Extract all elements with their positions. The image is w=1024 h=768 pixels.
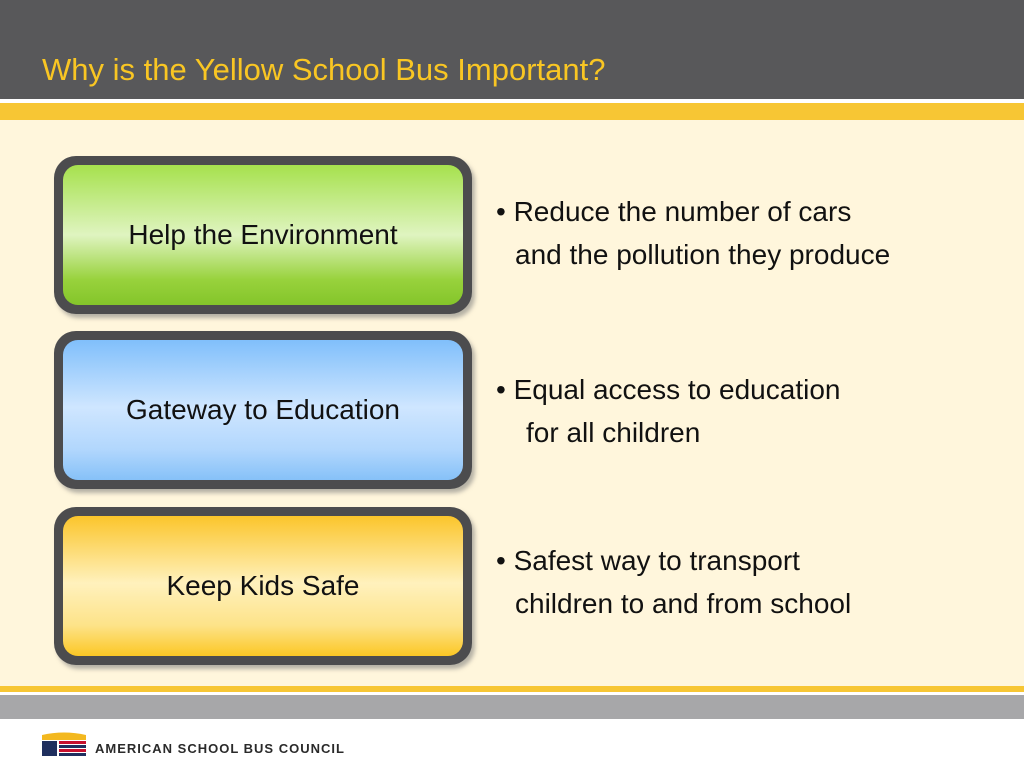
environment-bullet xyxy=(496,190,890,276)
environment-box xyxy=(54,156,472,314)
environment-bullet-line-1: • Reduce the number of cars xyxy=(496,196,852,227)
safety-bullet xyxy=(496,539,851,625)
education-bullet-line-2: for all children xyxy=(526,417,701,448)
organization-name: AMERICAN SCHOOL BUS COUNCIL xyxy=(95,741,345,756)
safety-box xyxy=(54,507,472,665)
education-box xyxy=(54,331,472,489)
education-bullet xyxy=(496,368,840,454)
education-label: Gateway to Education xyxy=(126,394,400,425)
safety-label: Keep Kids Safe xyxy=(166,570,360,601)
header-divider-yellow xyxy=(0,103,1024,120)
safety-box-fill xyxy=(63,516,463,656)
environment-bullet-line-2: and the pollution they produce xyxy=(515,239,891,270)
slide-title: Why is the Yellow School Bus Important? xyxy=(42,52,606,87)
education-box-fill xyxy=(63,340,463,480)
safety-bullet-line-1: • Safest way to transport xyxy=(496,545,800,576)
environment-box-fill xyxy=(63,165,463,305)
environment-label: Help the Environment xyxy=(128,219,398,250)
school-bus-flag-icon xyxy=(40,731,88,759)
safety-bullet-line-2: children to and from school xyxy=(515,588,852,619)
education-bullet-line-1: • Equal access to education xyxy=(496,374,841,405)
footer-divider-gray xyxy=(0,695,1024,719)
